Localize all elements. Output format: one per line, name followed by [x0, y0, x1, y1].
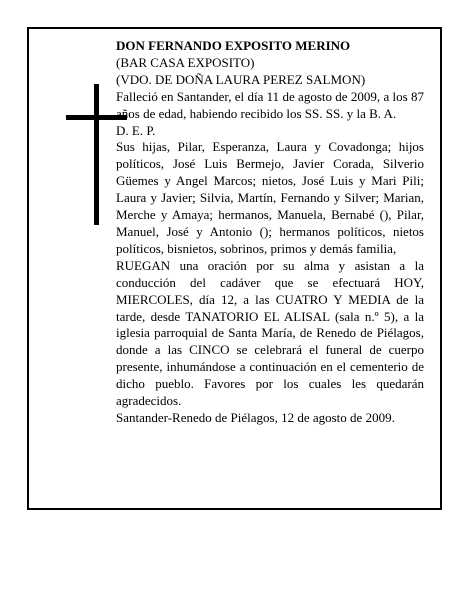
rip-abbreviation: D. E. P. — [116, 122, 156, 138]
place-and-date: Santander-Renedo de Piélagos, 12 de agosto de 2009. — [116, 409, 395, 425]
funeral-request: RUEGAN una oración por su alma y asistan a la conducción del cadáver que se efectuará HOY, MIERCOLES, día 12, a las CUATRO Y MEDIA de la tarde, desde TANATORIO EL ALISAL (sala n.º 5), a la iglesia parroquial de Santa María, de Renedo de Piélagos, donde a las CINCO se celebrará el funeral de cuerpo presente, inhumándose a continuación en el cementerio de dicho pueblo. Favores por los cuales les quedarán agradecidos. — [116, 257, 424, 409]
death-info: Falleció en Santander, el día 11 de agosto de 2009, a los 87 años de edad, habiendo recibido los SS. SS. y la B. A. — [116, 88, 424, 121]
business-name: (BAR CASA EXPOSITO) — [116, 54, 255, 70]
family-members: Sus hijas, Pilar, Esperanza, Laura y Covadonga; hijos políticos, José Luis Bermejo, Javier Corada, Silverio Güemes y Angel Marcos; nietos, José Luis y Mari Pili; Laura y Javier; Silvia, Martín, Fernando y Silver; Marian, Merche y Amaya; hermanos, Manuela, Bernabé (), Pilar, Manuel, José y Antonio (); hermanos políticos, nietos políticos, bisnietos, sobrinos, primos y demás familia, — [116, 139, 424, 256]
widower-of: (VDO. DE DOÑA LAURA PEREZ SALMON) — [116, 71, 366, 87]
obituary-text — [116, 38, 424, 427]
cross-icon — [94, 84, 99, 225]
deceased-name: DON FERNANDO EXPOSITO MERINO — [116, 38, 351, 53]
